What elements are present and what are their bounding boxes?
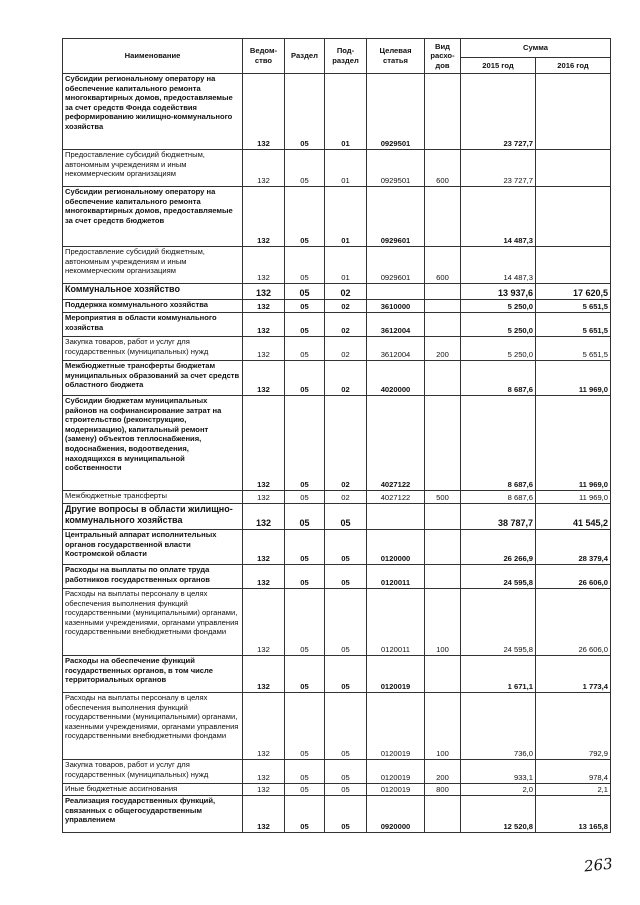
cell-subsection: 05 bbox=[325, 589, 367, 656]
cell-sum-2016 bbox=[536, 150, 611, 187]
col-section-header: Раздел bbox=[285, 39, 325, 74]
cell-subsection: 05 bbox=[325, 760, 367, 784]
cell-sum-2016: 11 969,0 bbox=[536, 491, 611, 504]
cell-section: 05 bbox=[285, 247, 325, 284]
page-number: 263 bbox=[583, 854, 614, 876]
cell-exp bbox=[425, 300, 461, 313]
cell-subsection: 05 bbox=[325, 656, 367, 693]
cell-dept: 132 bbox=[243, 247, 285, 284]
cell-exp: 600 bbox=[425, 247, 461, 284]
cell-subsection: 02 bbox=[325, 284, 367, 300]
cell-name: Субсидии региональному оператору на обеспечение капитального ремонта многоквартирных домов, предоставляемые за счет средств бюджетов bbox=[63, 187, 243, 247]
cell-name: Поддержка коммунального хозяйства bbox=[63, 300, 243, 313]
cell-sum-2016 bbox=[536, 187, 611, 247]
cell-dept: 132 bbox=[243, 693, 285, 760]
cell-sum-2015: 5 250,0 bbox=[461, 337, 536, 361]
col-sum-header: Сумма bbox=[461, 39, 611, 58]
cell-target: 0120019 bbox=[367, 784, 425, 796]
cell-sum-2016: 2,1 bbox=[536, 784, 611, 796]
cell-subsection: 05 bbox=[325, 504, 367, 530]
cell-exp bbox=[425, 396, 461, 491]
cell-dept: 132 bbox=[243, 491, 285, 504]
cell-dept: 132 bbox=[243, 396, 285, 491]
cell-subsection: 02 bbox=[325, 313, 367, 337]
cell-target: 0120019 bbox=[367, 656, 425, 693]
cell-sum-2015: 24 595,8 bbox=[461, 589, 536, 656]
cell-target bbox=[367, 284, 425, 300]
cell-exp: 600 bbox=[425, 150, 461, 187]
cell-dept: 132 bbox=[243, 504, 285, 530]
cell-sum-2015: 14 487,3 bbox=[461, 247, 536, 284]
cell-target: 3612004 bbox=[367, 313, 425, 337]
cell-dept: 132 bbox=[243, 796, 285, 833]
cell-sum-2015: 8 687,6 bbox=[461, 361, 536, 396]
table-row bbox=[63, 656, 611, 693]
cell-exp: 200 bbox=[425, 337, 461, 361]
budget-table bbox=[62, 38, 611, 833]
table-row bbox=[63, 530, 611, 565]
cell-target: 0120019 bbox=[367, 693, 425, 760]
cell-name: Мероприятия в области коммунального хозяйства bbox=[63, 313, 243, 337]
cell-name: Иные бюджетные ассигнования bbox=[63, 784, 243, 796]
table-row bbox=[63, 337, 611, 361]
cell-name: Межбюджетные трансферты бюджетам муниципальных образований за счет средств областного бюджета bbox=[63, 361, 243, 396]
cell-exp: 100 bbox=[425, 693, 461, 760]
cell-target: 0120019 bbox=[367, 760, 425, 784]
col-target-header: Целевая статья bbox=[367, 39, 425, 74]
cell-dept: 132 bbox=[243, 150, 285, 187]
cell-target: 0929501 bbox=[367, 150, 425, 187]
cell-sum-2015: 736,0 bbox=[461, 693, 536, 760]
cell-target: 4020000 bbox=[367, 361, 425, 396]
table-row bbox=[63, 796, 611, 833]
cell-dept: 132 bbox=[243, 313, 285, 337]
cell-sum-2015: 13 937,6 bbox=[461, 284, 536, 300]
cell-sum-2015: 1 671,1 bbox=[461, 656, 536, 693]
cell-section: 05 bbox=[285, 361, 325, 396]
cell-section: 05 bbox=[285, 504, 325, 530]
cell-section: 05 bbox=[285, 337, 325, 361]
cell-sum-2016: 5 651,5 bbox=[536, 337, 611, 361]
cell-sum-2015: 2,0 bbox=[461, 784, 536, 796]
cell-subsection: 05 bbox=[325, 693, 367, 760]
cell-dept: 132 bbox=[243, 74, 285, 150]
cell-sum-2016: 11 969,0 bbox=[536, 396, 611, 491]
cell-section: 05 bbox=[285, 784, 325, 796]
cell-subsection: 02 bbox=[325, 337, 367, 361]
cell-sum-2015: 12 520,8 bbox=[461, 796, 536, 833]
cell-sum-2016: 13 165,8 bbox=[536, 796, 611, 833]
cell-subsection: 01 bbox=[325, 247, 367, 284]
cell-target: 0120000 bbox=[367, 530, 425, 565]
cell-sum-2015: 8 687,6 bbox=[461, 491, 536, 504]
cell-name: Закупка товаров, работ и услуг для государственных (муниципальных) нужд bbox=[63, 760, 243, 784]
cell-name: Предоставление субсидий бюджетным, автономным учреждениям и иным некоммерческим организациям bbox=[63, 247, 243, 284]
cell-sum-2015: 14 487,3 bbox=[461, 187, 536, 247]
cell-subsection: 05 bbox=[325, 784, 367, 796]
cell-sum-2016: 41 545,2 bbox=[536, 504, 611, 530]
table-body bbox=[63, 74, 611, 833]
cell-sum-2016: 28 379,4 bbox=[536, 530, 611, 565]
cell-section: 05 bbox=[285, 589, 325, 656]
cell-sum-2015: 5 250,0 bbox=[461, 313, 536, 337]
cell-sum-2016: 978,4 bbox=[536, 760, 611, 784]
table-row bbox=[63, 504, 611, 530]
table-row bbox=[63, 313, 611, 337]
cell-subsection: 01 bbox=[325, 187, 367, 247]
cell-dept: 132 bbox=[243, 187, 285, 247]
cell-sum-2015: 24 595,8 bbox=[461, 565, 536, 589]
table-row bbox=[63, 361, 611, 396]
cell-sum-2016: 5 651,5 bbox=[536, 313, 611, 337]
cell-name: Расходы на выплаты по оплате труда работников государственных органов bbox=[63, 565, 243, 589]
cell-sum-2016: 17 620,5 bbox=[536, 284, 611, 300]
cell-exp bbox=[425, 313, 461, 337]
cell-section: 05 bbox=[285, 491, 325, 504]
cell-subsection: 01 bbox=[325, 74, 367, 150]
cell-name: Реализация государственных функций, связанных с общегосударственным управлением bbox=[63, 796, 243, 833]
cell-section: 05 bbox=[285, 187, 325, 247]
cell-target: 0929501 bbox=[367, 74, 425, 150]
cell-name: Предоставление субсидий бюджетным, автономным учреждениям и иным некоммерческим организациям bbox=[63, 150, 243, 187]
cell-sum-2016: 792,9 bbox=[536, 693, 611, 760]
table-row bbox=[63, 187, 611, 247]
cell-exp bbox=[425, 74, 461, 150]
table-row bbox=[63, 693, 611, 760]
table-row bbox=[63, 760, 611, 784]
cell-section: 05 bbox=[285, 565, 325, 589]
cell-exp: 800 bbox=[425, 784, 461, 796]
cell-sum-2016: 26 606,0 bbox=[536, 589, 611, 656]
cell-name: Расходы на обеспечение функций государственных органов, в том числе территориальных органов bbox=[63, 656, 243, 693]
cell-target: 0920000 bbox=[367, 796, 425, 833]
table-row bbox=[63, 784, 611, 796]
cell-section: 05 bbox=[285, 74, 325, 150]
table-row bbox=[63, 589, 611, 656]
cell-name: Субсидии бюджетам муниципальных районов на софинансирование затрат на строительство (реконструкцию, модернизацию), капитальный ремонт (замену) объектов теплоснабжения, водоснабжения, водоотведения, находящихся в муниципальной собственности bbox=[63, 396, 243, 491]
cell-name: Другие вопросы в области жилищно-коммунального хозяйства bbox=[63, 504, 243, 530]
cell-sum-2015: 933,1 bbox=[461, 760, 536, 784]
table-row bbox=[63, 565, 611, 589]
cell-name: Расходы на выплаты персоналу в целях обеспечения выполнения функций государственными (муниципальными) органами, казенными учреждениями, органами управления государственными внебюджетными фондами bbox=[63, 589, 243, 656]
cell-subsection: 02 bbox=[325, 361, 367, 396]
cell-dept: 132 bbox=[243, 284, 285, 300]
cell-exp bbox=[425, 284, 461, 300]
col-name-header: Наименование bbox=[63, 39, 243, 74]
cell-section: 05 bbox=[285, 313, 325, 337]
cell-dept: 132 bbox=[243, 337, 285, 361]
cell-sum-2016 bbox=[536, 74, 611, 150]
cell-exp: 500 bbox=[425, 491, 461, 504]
cell-target: 0120011 bbox=[367, 565, 425, 589]
table-row bbox=[63, 284, 611, 300]
cell-sum-2016: 11 969,0 bbox=[536, 361, 611, 396]
cell-section: 05 bbox=[285, 530, 325, 565]
col-subsection-header: Под-раздел bbox=[325, 39, 367, 74]
cell-target: 3610000 bbox=[367, 300, 425, 313]
cell-target: 0120011 bbox=[367, 589, 425, 656]
cell-sum-2016: 5 651,5 bbox=[536, 300, 611, 313]
cell-target: 0929601 bbox=[367, 247, 425, 284]
cell-subsection: 01 bbox=[325, 150, 367, 187]
cell-section: 05 bbox=[285, 796, 325, 833]
table-row bbox=[63, 74, 611, 150]
cell-section: 05 bbox=[285, 656, 325, 693]
cell-sum-2016: 26 606,0 bbox=[536, 565, 611, 589]
table-row bbox=[63, 491, 611, 504]
cell-exp bbox=[425, 656, 461, 693]
cell-section: 05 bbox=[285, 760, 325, 784]
col-2015-header: 2015 год bbox=[461, 58, 536, 74]
cell-subsection: 02 bbox=[325, 396, 367, 491]
cell-target: 3612004 bbox=[367, 337, 425, 361]
cell-exp: 200 bbox=[425, 760, 461, 784]
cell-section: 05 bbox=[285, 150, 325, 187]
cell-name: Межбюджетные трансферты bbox=[63, 491, 243, 504]
cell-subsection: 05 bbox=[325, 565, 367, 589]
cell-exp bbox=[425, 530, 461, 565]
cell-name: Закупка товаров, работ и услуг для государственных (муниципальных) нужд bbox=[63, 337, 243, 361]
cell-name: Центральный аппарат исполнительных органов государственной власти Костромской области bbox=[63, 530, 243, 565]
cell-section: 05 bbox=[285, 284, 325, 300]
cell-subsection: 02 bbox=[325, 491, 367, 504]
cell-sum-2015: 8 687,6 bbox=[461, 396, 536, 491]
table-row bbox=[63, 150, 611, 187]
table-header bbox=[63, 39, 611, 74]
cell-target: 0929601 bbox=[367, 187, 425, 247]
cell-exp bbox=[425, 796, 461, 833]
cell-sum-2016: 1 773,4 bbox=[536, 656, 611, 693]
cell-sum-2015: 23 727,7 bbox=[461, 150, 536, 187]
cell-exp bbox=[425, 361, 461, 396]
cell-subsection: 02 bbox=[325, 300, 367, 313]
cell-exp bbox=[425, 504, 461, 530]
cell-sum-2015: 26 266,9 bbox=[461, 530, 536, 565]
cell-sum-2015: 5 250,0 bbox=[461, 300, 536, 313]
cell-name: Коммунальное хозяйство bbox=[63, 284, 243, 300]
col-2016-header: 2016 год bbox=[536, 58, 611, 74]
cell-name: Субсидии региональному оператору на обеспечение капитального ремонта многоквартирных домов, предоставляемые за счет средств Фонда содействия реформированию жилищно-коммунального хозяйства bbox=[63, 74, 243, 150]
cell-dept: 132 bbox=[243, 300, 285, 313]
table-row bbox=[63, 247, 611, 284]
cell-exp bbox=[425, 565, 461, 589]
table-row bbox=[63, 396, 611, 491]
cell-section: 05 bbox=[285, 693, 325, 760]
table-row bbox=[63, 300, 611, 313]
cell-exp bbox=[425, 187, 461, 247]
cell-dept: 132 bbox=[243, 784, 285, 796]
cell-dept: 132 bbox=[243, 760, 285, 784]
cell-dept: 132 bbox=[243, 656, 285, 693]
cell-subsection: 05 bbox=[325, 796, 367, 833]
cell-sum-2015: 38 787,7 bbox=[461, 504, 536, 530]
col-dept-header: Ведом-ство bbox=[243, 39, 285, 74]
cell-dept: 132 bbox=[243, 565, 285, 589]
cell-name: Расходы на выплаты персоналу в целях обеспечения выполнения функций государственными (муниципальными) органами, казенными учреждениями, органами управления государственными внебюджетными фондами bbox=[63, 693, 243, 760]
cell-sum-2015: 23 727,7 bbox=[461, 74, 536, 150]
cell-sum-2016 bbox=[536, 247, 611, 284]
cell-target bbox=[367, 504, 425, 530]
cell-target: 4027122 bbox=[367, 491, 425, 504]
cell-section: 05 bbox=[285, 396, 325, 491]
col-exp-header: Вид расхо-дов bbox=[425, 39, 461, 74]
cell-dept: 132 bbox=[243, 589, 285, 656]
cell-section: 05 bbox=[285, 300, 325, 313]
cell-exp: 100 bbox=[425, 589, 461, 656]
cell-dept: 132 bbox=[243, 361, 285, 396]
cell-dept: 132 bbox=[243, 530, 285, 565]
cell-subsection: 05 bbox=[325, 530, 367, 565]
cell-target: 4027122 bbox=[367, 396, 425, 491]
